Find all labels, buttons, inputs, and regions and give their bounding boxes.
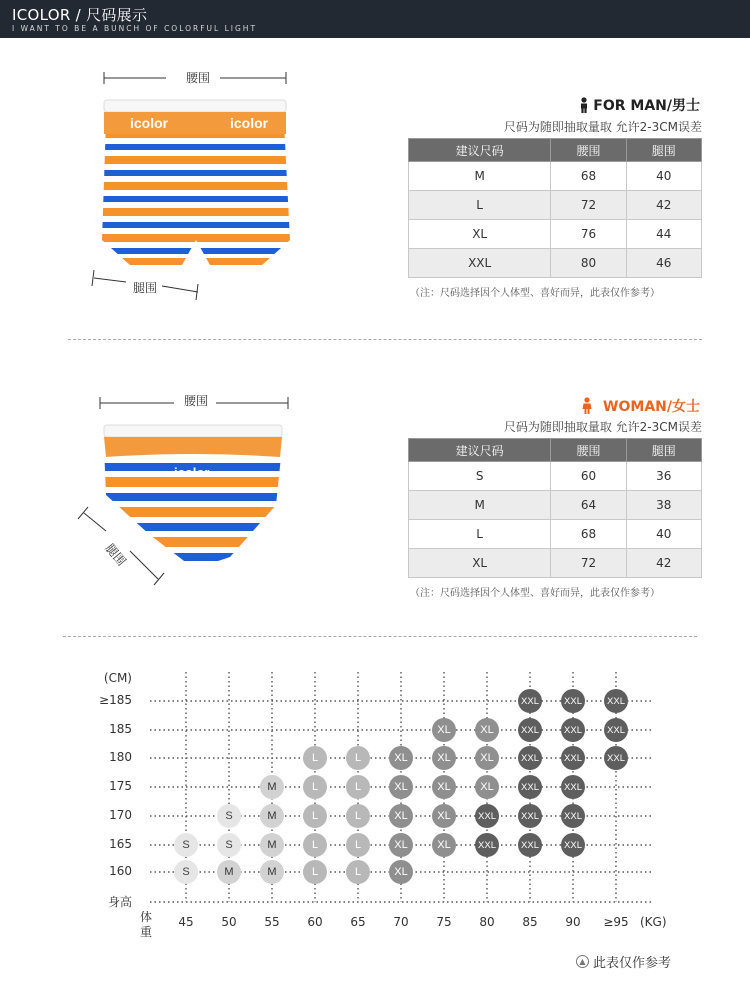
size-marker: L [303, 833, 327, 857]
banner-subtitle: I WANT TO BE A BUNCH OF COLORFUL LIGHT [12, 24, 258, 33]
table-cell: XXL [409, 249, 551, 278]
size-marker: XXL [475, 804, 499, 828]
table-cell: M [409, 162, 551, 191]
table-cell: 72 [551, 191, 626, 220]
table-cell: 42 [626, 191, 701, 220]
size-marker: XXL [475, 833, 499, 857]
x-tick-label: 50 [221, 915, 237, 929]
size-marker: L [346, 833, 370, 857]
size-marker: L [346, 860, 370, 884]
size-marker: XXL [561, 775, 585, 799]
table-cell: 36 [626, 462, 701, 491]
size-marker: L [303, 775, 327, 799]
y-tick-label: ≥185 [99, 693, 132, 707]
size-marker: XL [475, 718, 499, 742]
size-marker: XXL [518, 718, 542, 742]
size-marker: S [217, 804, 241, 828]
table-cell: 46 [626, 249, 701, 278]
men-heading-text: FOR MAN/男士 [593, 98, 700, 114]
x-tick-label: 90 [565, 915, 581, 929]
y-tick-label: 175 [109, 779, 132, 793]
size-marker: L [303, 804, 327, 828]
reference-note [576, 952, 671, 971]
x-tick-label: 70 [393, 915, 409, 929]
x-tick-label: 45 [178, 915, 194, 929]
size-marker: XXL [561, 718, 585, 742]
table-cell: 76 [551, 220, 626, 249]
size-marker: XL [475, 775, 499, 799]
size-marker: XL [432, 746, 456, 770]
table-cell: 68 [551, 520, 626, 549]
x-tick-label: 65 [350, 915, 366, 929]
x-tick-label: 60 [307, 915, 323, 929]
size-marker: XL [432, 804, 456, 828]
table-cell: L [409, 520, 551, 549]
size-marker: XL [389, 746, 413, 770]
women-leg-label: 腿围 [102, 541, 129, 569]
y-axis-title: 身高 [107, 895, 132, 909]
size-marker: S [217, 833, 241, 857]
size-marker: XL [432, 775, 456, 799]
size-marker: XL [389, 860, 413, 884]
y-unit-label: (CM) [103, 671, 132, 685]
size-marker: L [346, 746, 370, 770]
size-marker: XL [475, 746, 499, 770]
table-cell: 60 [551, 462, 626, 491]
size-marker: M [260, 804, 284, 828]
size-marker: XXL [518, 746, 542, 770]
x-tick-label: 75 [436, 915, 452, 929]
table-cell: XL [409, 220, 551, 249]
table-cell: 72 [551, 549, 626, 578]
y-tick-label: 170 [109, 808, 132, 822]
size-marker: XXL [604, 718, 628, 742]
size-marker: XXL [518, 775, 542, 799]
col-header-waist: 腰围 [551, 139, 626, 162]
size-marker: XXL [561, 804, 585, 828]
women-heading-text: WOMAN/女士 [603, 399, 700, 415]
size-marker: XL [389, 775, 413, 799]
size-marker: XL [389, 804, 413, 828]
col-header-waist: 腰围 [551, 439, 626, 462]
col-header-leg: 腿围 [626, 439, 701, 462]
size-marker: L [303, 860, 327, 884]
y-tick-label: 185 [109, 722, 132, 736]
x-tick-label: 80 [479, 915, 495, 929]
size-marker: M [217, 860, 241, 884]
table-cell: 40 [626, 520, 701, 549]
size-marker: XL [432, 833, 456, 857]
reference-note-text: 此表仅作参考 [593, 956, 672, 971]
col-header-size: 建议尺码 [409, 139, 551, 162]
size-marker: XL [389, 833, 413, 857]
size-marker: XXL [518, 833, 542, 857]
size-marker: S [174, 833, 198, 857]
size-marker: M [260, 860, 284, 884]
x-tick-label: 55 [264, 915, 280, 929]
arrow-up-icon: ▲ [576, 955, 589, 968]
size-marker: M [260, 833, 284, 857]
banner-title: ICOLOR / 尺码展示 [12, 6, 148, 24]
women-measure-note: 尺码为随即抽取量取 允许2-3CM误差 [503, 420, 702, 434]
size-marker: XXL [604, 689, 628, 713]
y-tick-label: 165 [109, 837, 132, 851]
size-marker: XL [432, 718, 456, 742]
size-marker: M [260, 775, 284, 799]
size-marker: XXL [561, 746, 585, 770]
men-brand-text: icolor [130, 115, 169, 131]
women-footnote: （注：尺码选择因个人体型、喜好而异，此表仅作参考） [410, 588, 660, 599]
table-cell: L [409, 191, 551, 220]
table-cell: 44 [626, 220, 701, 249]
size-marker: XXL [518, 689, 542, 713]
x-tick-label: ≥95 [603, 915, 629, 929]
x-axis-title: 体重 [140, 910, 153, 939]
table-cell: 42 [626, 549, 701, 578]
size-marker: XXL [561, 689, 585, 713]
table-cell: 80 [551, 249, 626, 278]
x-tick-label: 85 [522, 915, 538, 929]
size-marker: S [174, 860, 198, 884]
table-cell: 40 [626, 162, 701, 191]
size-marker: L [346, 804, 370, 828]
table-cell: 38 [626, 491, 701, 520]
y-tick-label: 160 [109, 864, 132, 878]
col-header-leg: 腿围 [626, 139, 701, 162]
women-brand-text: icolor [174, 465, 210, 480]
x-unit-label: (KG) [640, 915, 667, 929]
size-marker: L [303, 746, 327, 770]
men-measure-note: 尺码为随即抽取量取 允许2-3CM误差 [503, 120, 702, 134]
men-footnote: （注：尺码选择因个人体型、喜好而异，此表仅作参考） [410, 288, 660, 299]
table-cell: XL [409, 549, 551, 578]
y-tick-label: 180 [109, 750, 132, 764]
table-cell: M [409, 491, 551, 520]
women-waist-label: 腰围 [184, 394, 209, 408]
size-marker: XXL [604, 746, 628, 770]
table-cell: S [409, 462, 551, 491]
table-cell: 68 [551, 162, 626, 191]
men-waist-label: 腰围 [186, 71, 211, 85]
col-header-size: 建议尺码 [409, 439, 551, 462]
size-marker: L [346, 775, 370, 799]
men-leg-label: 腿围 [133, 281, 158, 295]
size-marker: XXL [561, 833, 585, 857]
table-cell: 64 [551, 491, 626, 520]
svg-text:icolor: icolor [230, 115, 269, 131]
size-marker: XXL [518, 804, 542, 828]
